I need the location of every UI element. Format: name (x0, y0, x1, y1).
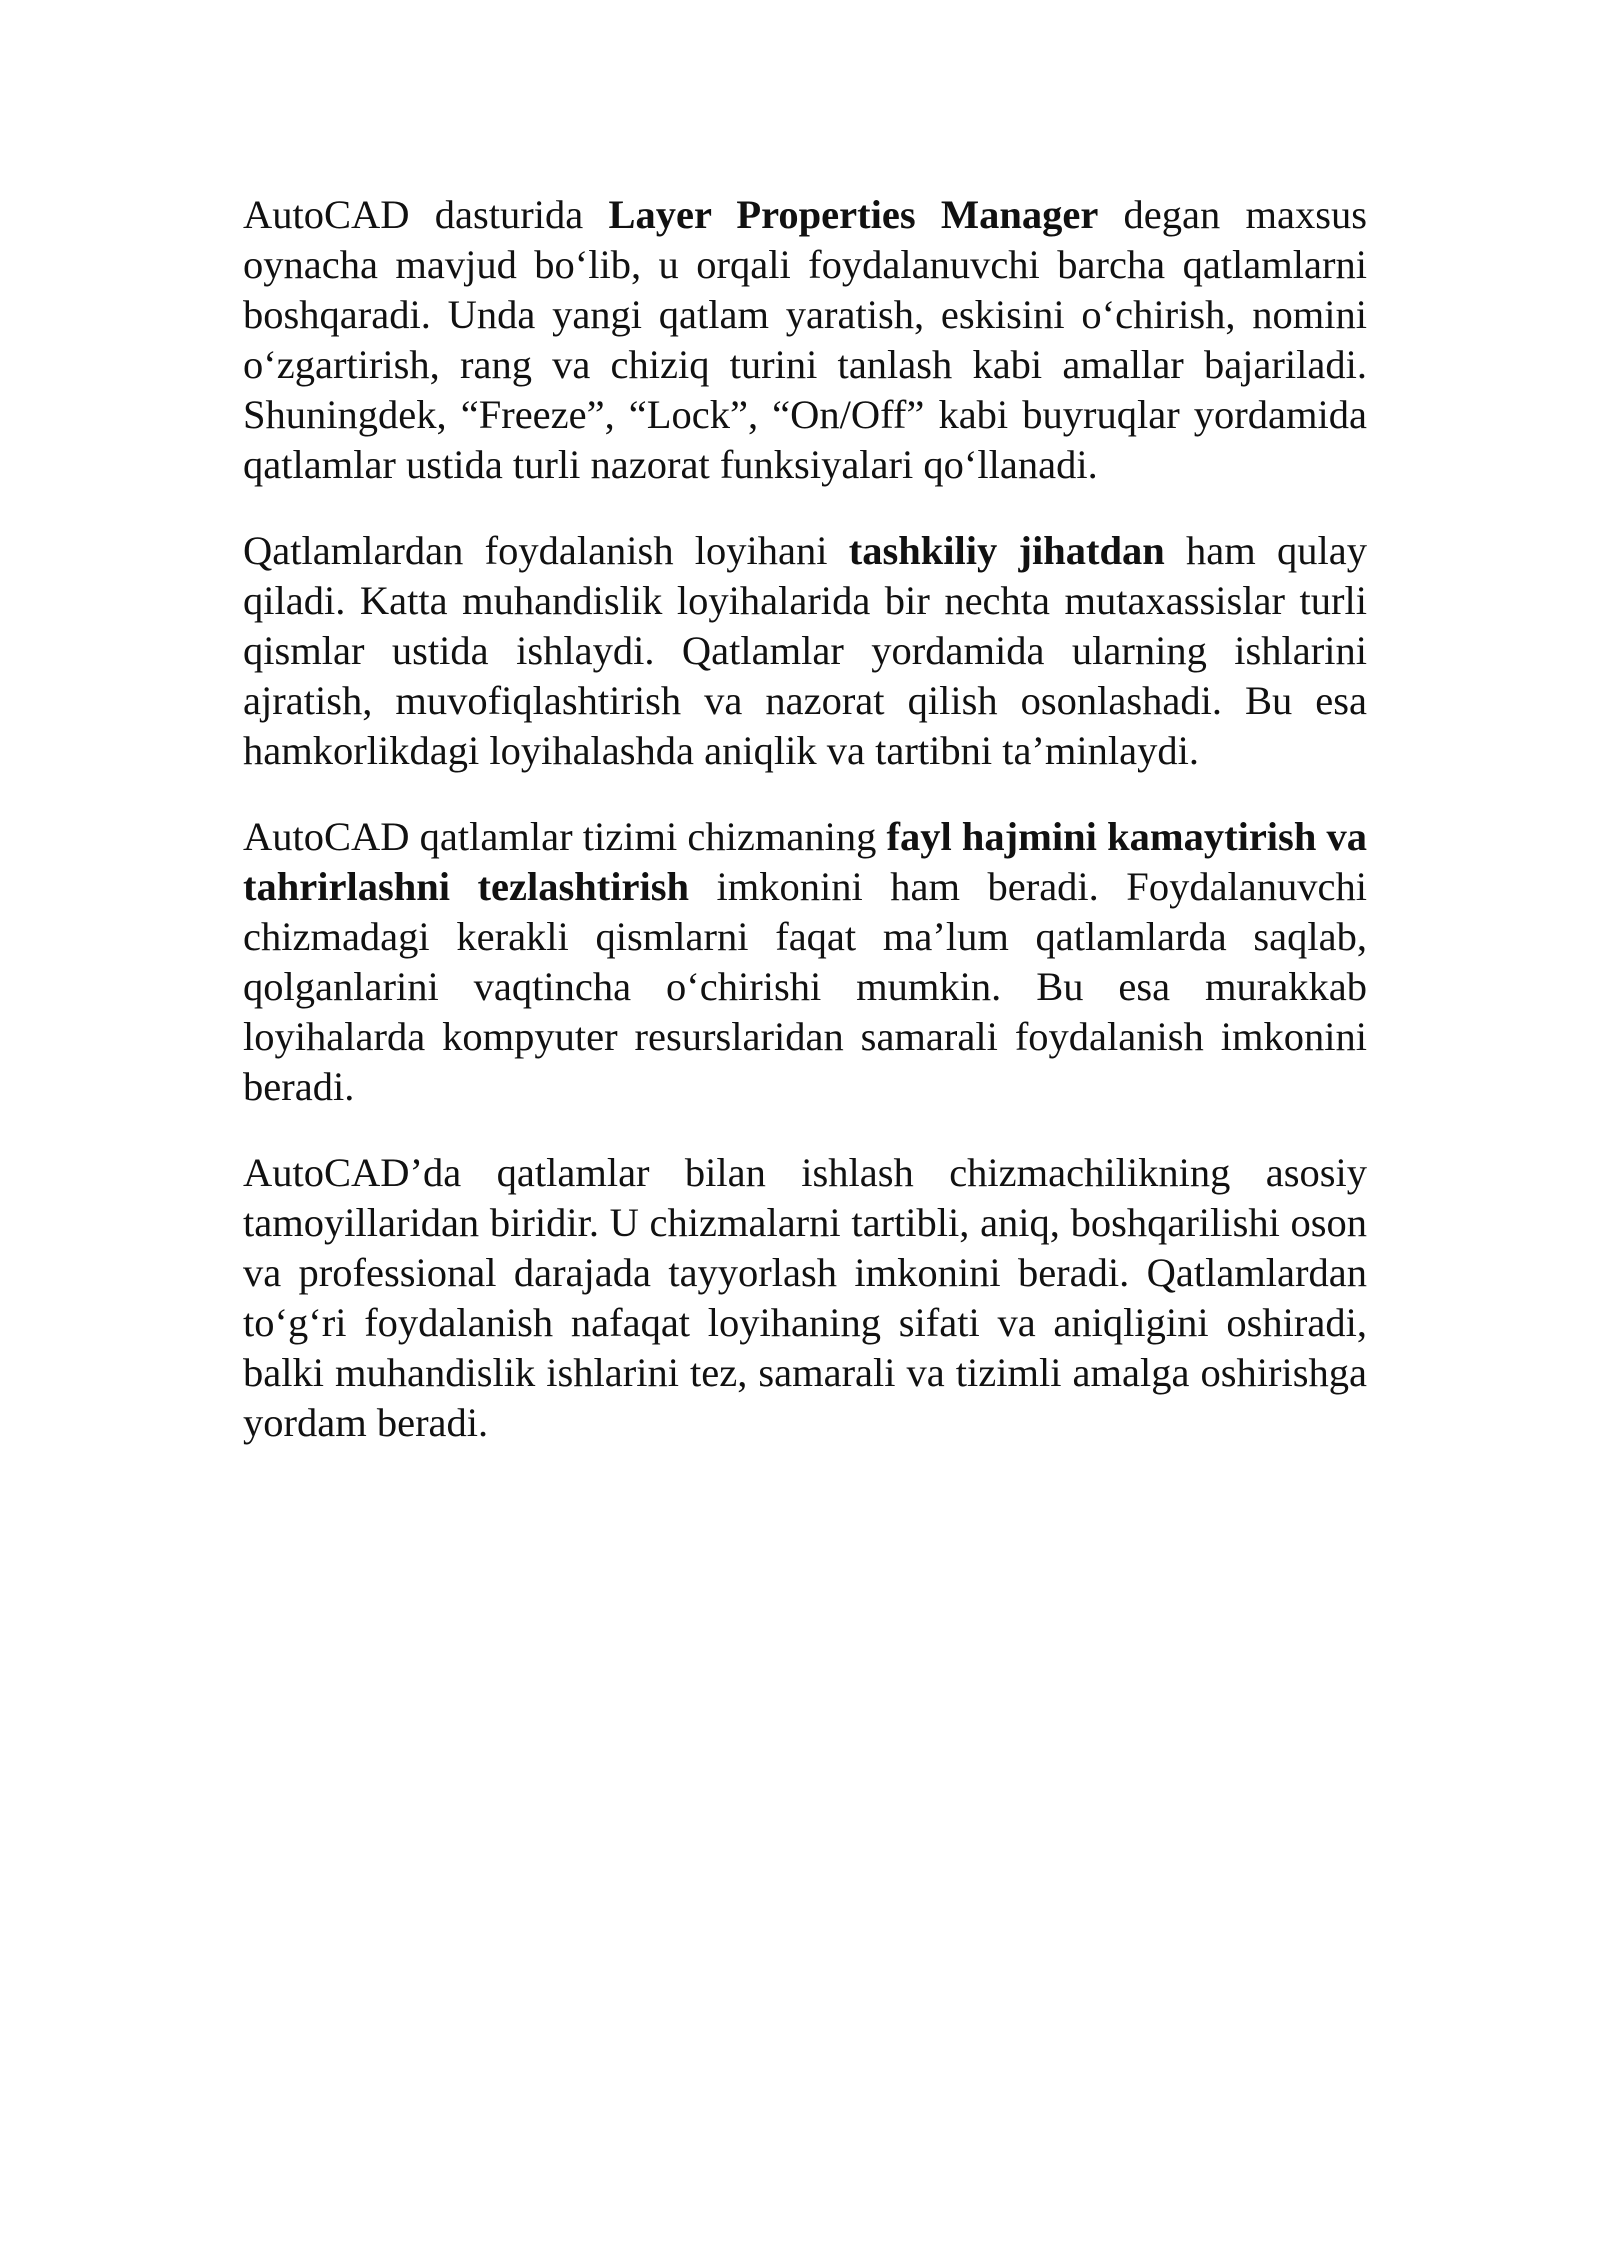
paragraph-text: AutoCAD’da qatlamlar bilan ishlash chizmachilikning asosiy tamoyillaridan biridir. U chizmalarni tartibli, aniq, boshqarilishi oson va professional darajada tayyorlash imkonini beradi. Qatlamlardan to‘g‘ri foydalanish nafaqat loyihaning sifati va aniqligini oshiradi, balki muhandislik ishlarini tez, samarali va tizimli amalga oshirishga yordam beradi. (243, 1150, 1367, 1445)
paragraph-organizational-benefit (243, 526, 1367, 776)
paragraph-text: AutoCAD qatlamlar tizimi chizmaning (243, 814, 887, 859)
paragraph-text: AutoCAD dasturida (243, 192, 609, 237)
bold-phrase: Layer Properties Manager (608, 192, 1099, 237)
paragraph-text: imkonini ham beradi. Foydalanuvchi chizmadagi kerakli qismlarni faqat ma’lum qatlamlarda saqlab, qolganlarini vaqtincha o‘chirishi mumkin. Bu esa murakkab loyihalarda kompyuter resurslaridan samarali foydalanish imkonini beradi. (243, 864, 1367, 1109)
paragraph-conclusion (243, 1148, 1367, 1448)
paragraph-file-size-benefit (243, 812, 1367, 1112)
paragraph-text: Qatlamlardan foydalanish loyihani (243, 528, 849, 573)
bold-phrase: fayl hajmini kamaytirish va tahrirlashni tezlashtirish (243, 814, 1368, 909)
bold-phrase: tashkiliy jihatdan (848, 528, 1165, 573)
document-body (243, 190, 1367, 1484)
paragraph-text: ham qulay qiladi. Katta muhandislik loyihalarida bir nechta mutaxassislar turli qismlar ustida ishlaydi. Qatlamlar yordamida ularning ishlarini ajratish, muvofiqlashtirish va nazorat qilish osonlashadi. Bu esa hamkorlikdagi loyihalashda aniqlik va tartibni ta’minlaydi. (243, 528, 1367, 773)
paragraph-text: degan maxsus oynacha mavjud bo‘lib, u orqali foydalanuvchi barcha qatlamlarni boshqaradi. Unda yangi qatlam yaratish, eskisini o‘chirish, nomini o‘zgartirish, rang va chiziq turini tanlash kabi amallar bajariladi. Shuningdek, “Freeze”, “Lock”, “On/Off” kabi buyruqlar yordamida qatlamlar ustida turli nazorat funksiyalari qo‘llanadi. (243, 192, 1367, 487)
paragraph-layer-properties-manager (243, 190, 1367, 490)
